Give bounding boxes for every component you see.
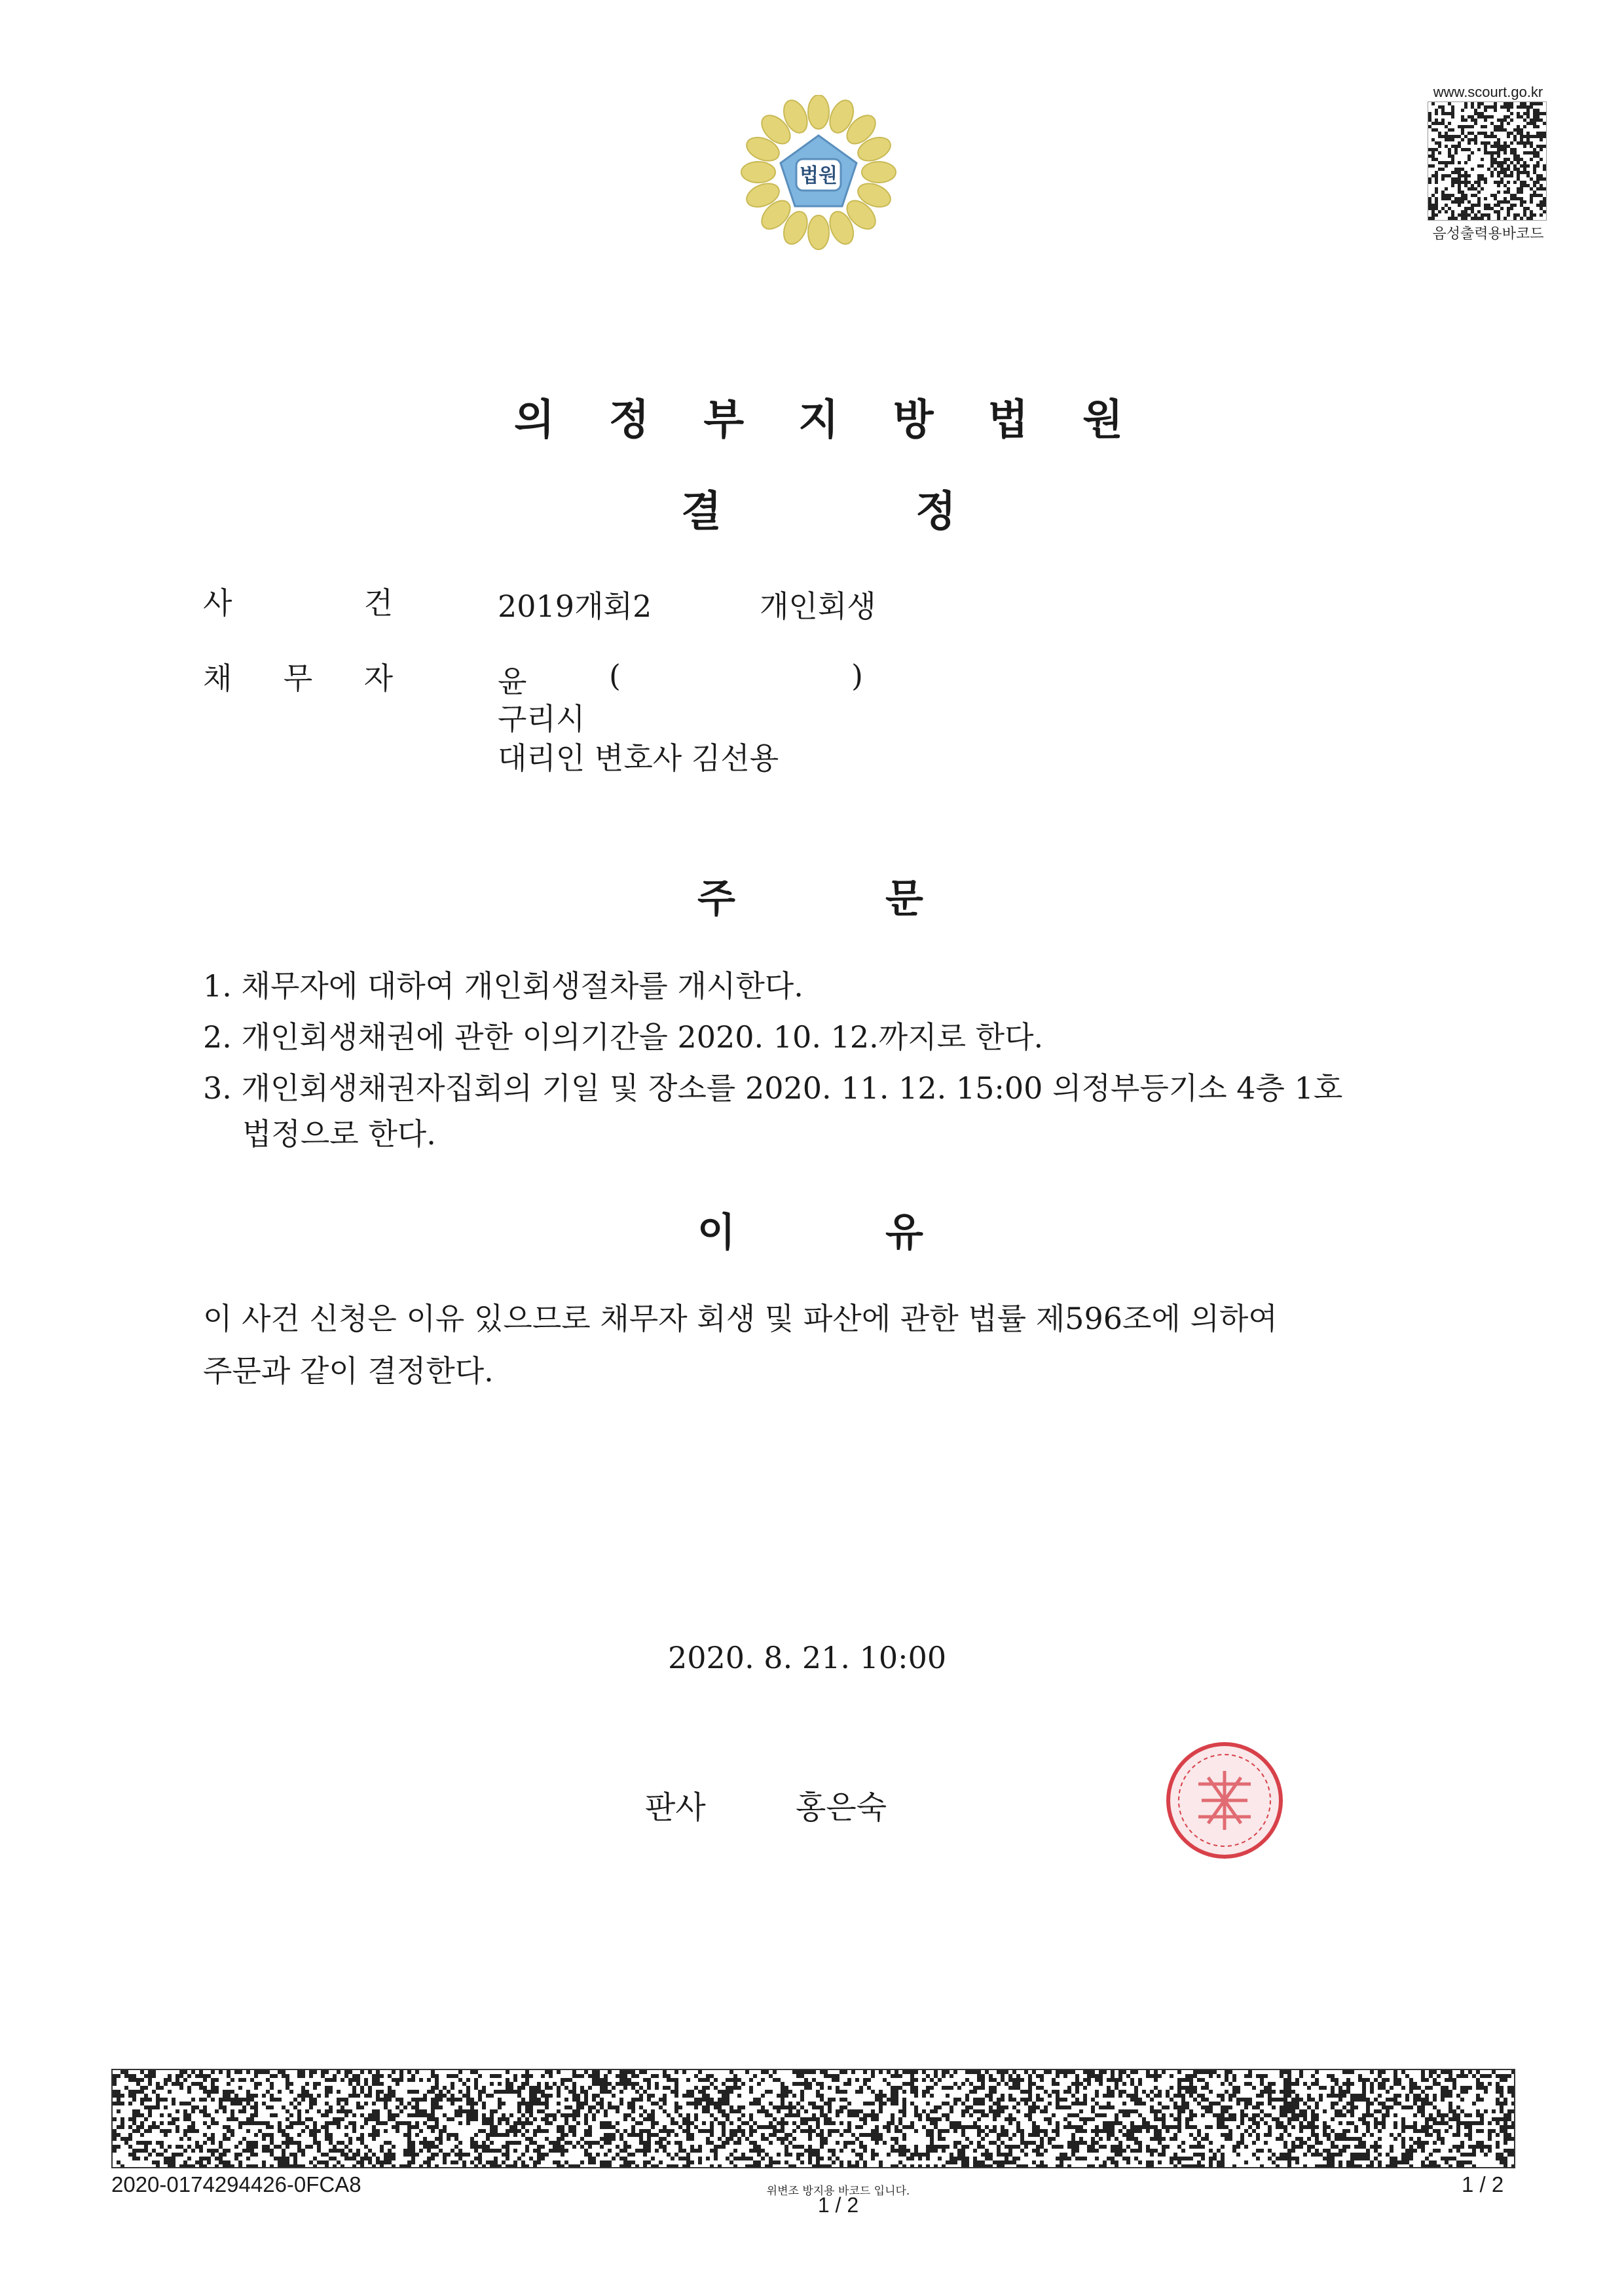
debtor-representative: 대리인 변호사 김선용 [498,740,779,776]
judge-seal [1162,1738,1287,1863]
judge-name: 홍은숙 [796,1789,887,1826]
court-name-char: 정 [608,396,650,445]
court-name-char: 부 [703,396,745,445]
reason-text: 이 사건 신청은 이유 있으므로 채무자 회생 및 파산에 관한 법률 제596조에 의하여 [203,1301,1278,1336]
court-name-char: 의 [514,396,555,445]
order-item-continuation: 법정으로 한다. [242,1116,436,1152]
barcode-pattern [1428,102,1546,220]
order-item: 2. 개인회생채권에 관한 이의기간을 2020. 10. 12.까지로 한다. [203,1019,1044,1055]
decision-date: 2020. 8. 21. 10:00 [668,1640,947,1675]
case-label [203,579,393,623]
debtor-label-char: 자 [363,661,393,696]
reason-heading-char: 유 [885,1210,923,1256]
debtor-label [203,655,393,698]
court-name-char: 원 [1082,396,1123,445]
debtor-label-char: 채 [203,661,232,696]
order-heading [697,867,923,924]
page-number-center: 1 / 2 [817,2193,859,2217]
anti-forgery-barcode [111,2069,1515,2168]
court-name-char: 법 [987,396,1029,445]
debtor-address: 구리시 [498,701,585,737]
court-name-char: 방 [893,396,934,445]
barcode-pattern [113,2070,1515,2168]
document-title-char: 결 [681,488,722,536]
anti-forgery-note: 위변조 방지용 바코드 입니다. [766,2185,910,2198]
voice-barcode [1428,101,1547,221]
order-item: 1. 채무자에 대하여 개인회생절차를 개시한다. [203,968,803,1004]
case-label-char: 사 [203,585,232,621]
voice-barcode-caption: 음성출력용바코드 [1432,226,1544,242]
case-number: 2019개회2 [498,589,652,624]
court-name-char: 지 [798,396,839,445]
document-title-char: 정 [915,488,956,536]
emblem-petal [862,162,896,183]
order-heading-char: 주 [697,876,735,922]
debtor-id-close-paren: ) [851,658,863,693]
judge-title: 판사 [645,1789,706,1826]
emblem-text: 법원 [800,164,838,187]
emblem-petal [808,95,829,129]
case-type: 개인회생 [760,589,876,624]
order-item: 3. 개인회생채권자집회의 기일 및 장소를 2020. 11. 12. 15:00 의정부등기소 4층 1호 [203,1070,1343,1106]
court-url: www.scourt.go.kr [1433,84,1543,100]
reason-heading-char: 이 [697,1210,735,1256]
document-title [681,478,956,538]
emblem-petal [741,162,775,183]
court-emblem [740,95,897,252]
document-id: 2020-0174294426-0FCA8 [111,2172,361,2196]
order-heading-char: 문 [885,876,923,922]
debtor-id-open-paren: ( [609,658,621,693]
court-name [514,386,1123,446]
page-number-right: 1 / 2 [1462,2172,1504,2196]
emblem-petal [808,215,829,249]
debtor-name: 윤 [498,664,527,699]
case-label-char: 건 [363,585,393,621]
reason-text: 주문과 같이 결정한다. [203,1353,494,1389]
debtor-label-char: 무 [283,661,313,696]
reason-heading [697,1201,923,1258]
